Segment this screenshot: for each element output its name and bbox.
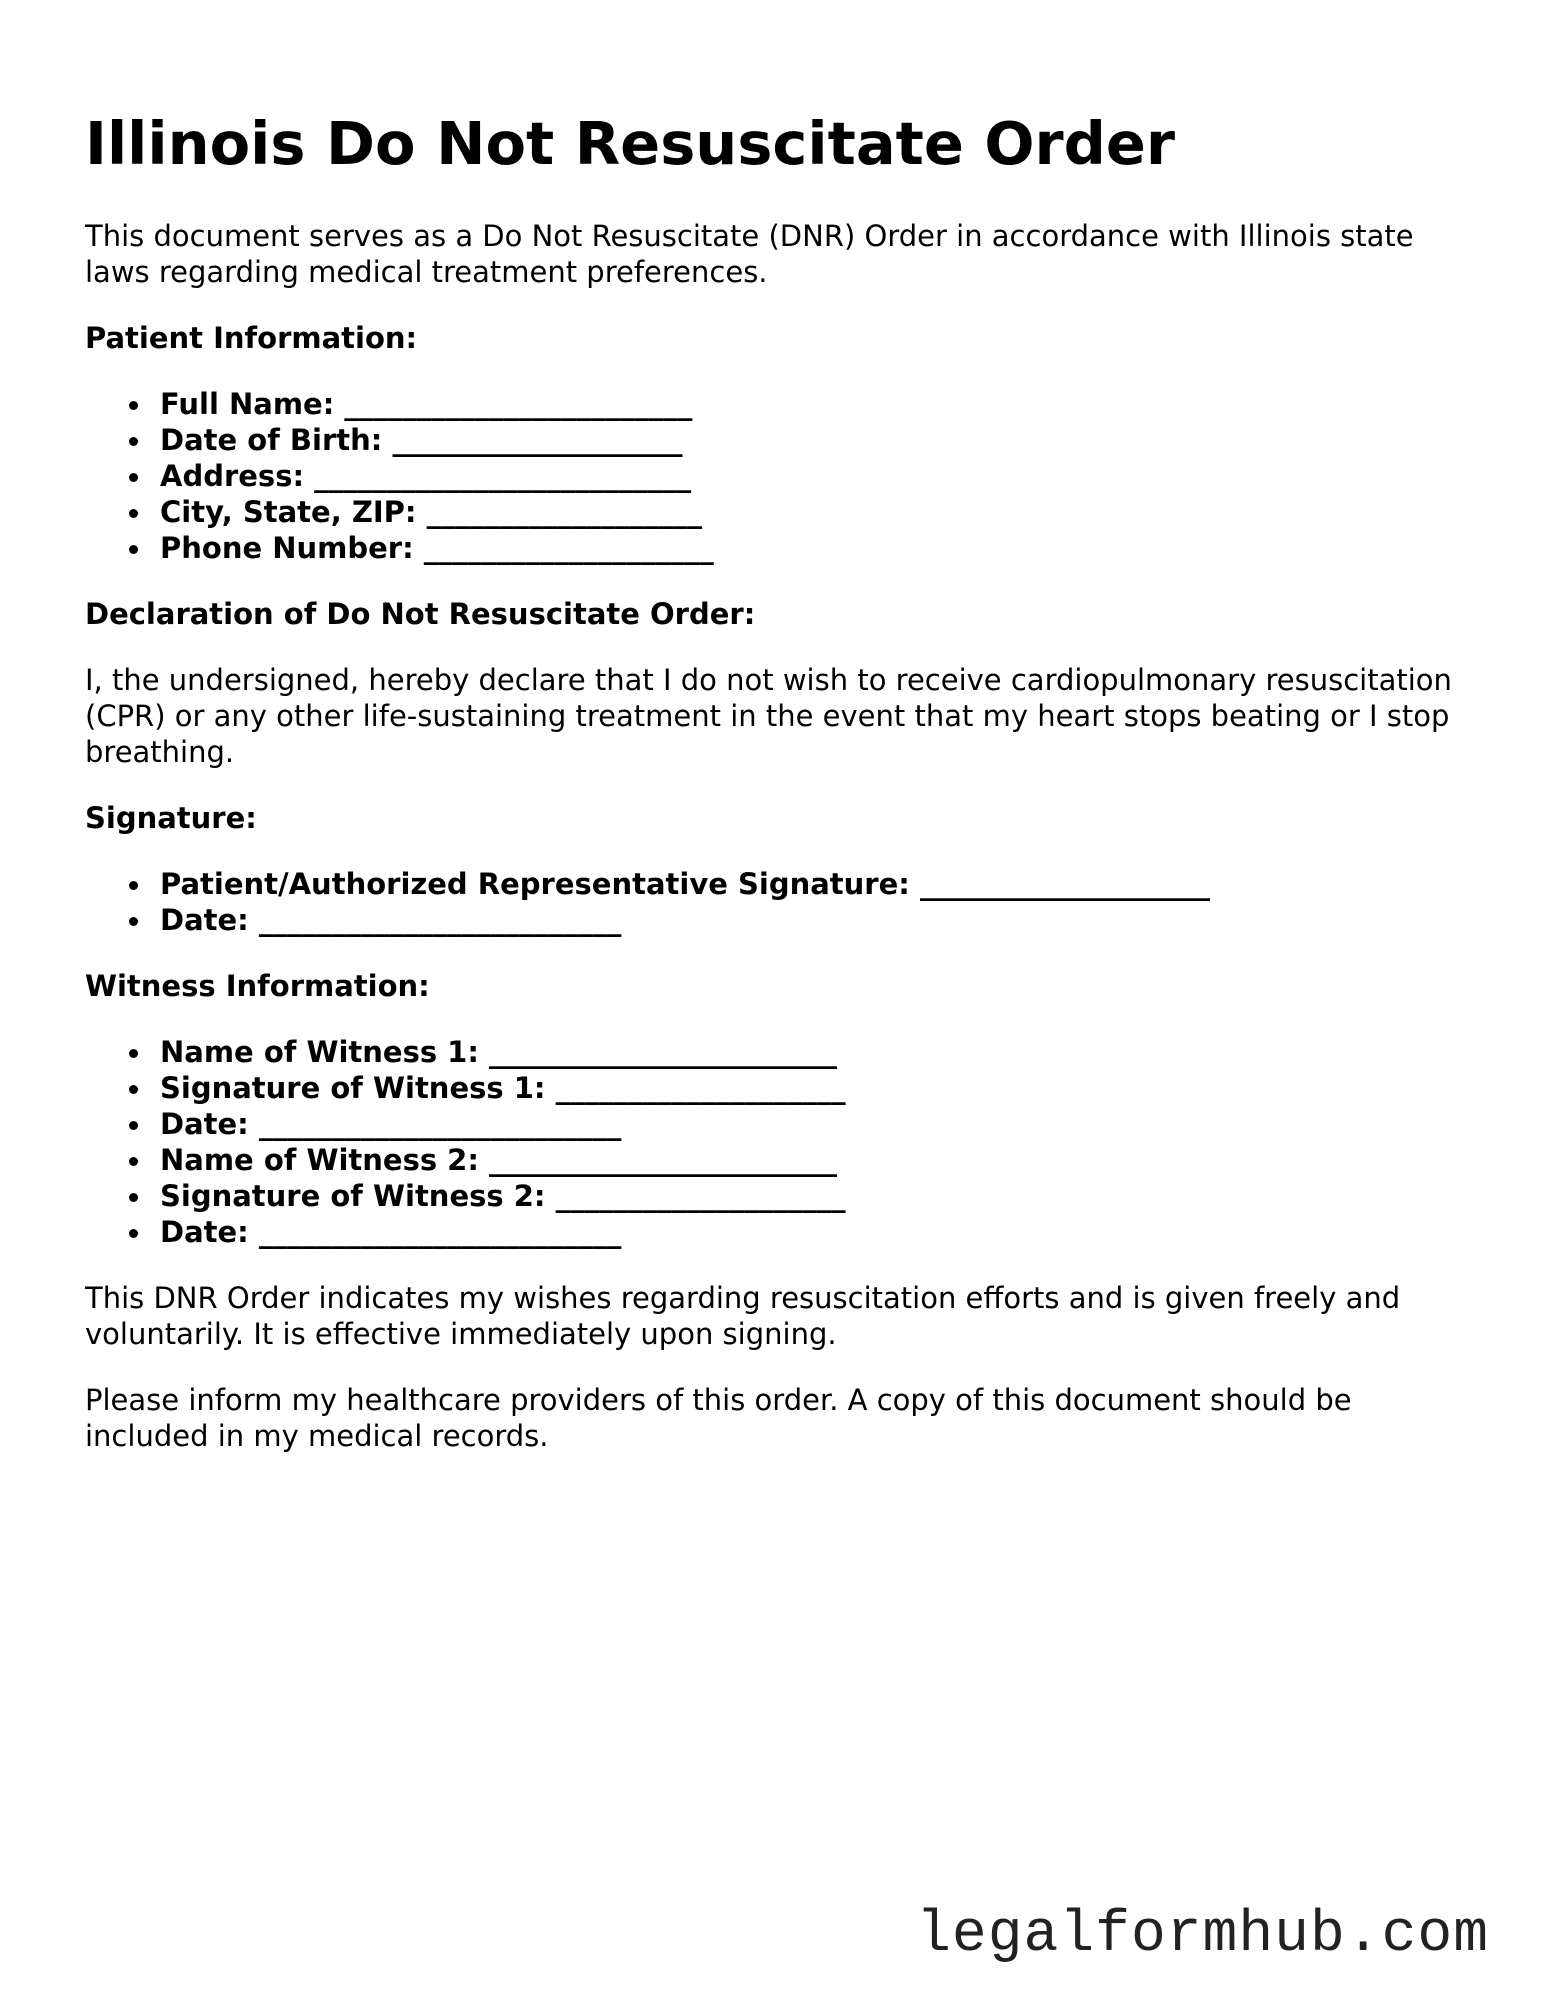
signature-list [85,866,1465,938]
full-name-field: Full Name: ________________________ [85,386,1465,422]
phone-number-field: Phone Number: ____________________ [85,530,1465,566]
closing-paragraph-2: Please inform my healthcare providers of this order. A copy of this document should be included in my medical records. [85,1383,1352,1453]
patient-info-heading: Patient Information: [85,321,418,355]
witness-1-name-field: Name of Witness 1: ________________________ [85,1034,1465,1070]
declaration-heading: Declaration of Do Not Resuscitate Order: [85,597,756,631]
patient-info-list [85,386,1465,566]
patient-signature-field: Patient/Authorized Representative Signature: ____________________ [85,866,1465,902]
closing-paragraph-1: This DNR Order indicates my wishes regarding resuscitation efforts and is given freely and voluntarily. It is effective immediately upon signing. [85,1281,1401,1351]
watermark-text: legalformhub.com [916,1903,1489,1968]
intro-paragraph: This document serves as a Do Not Resuscitate (DNR) Order in accordance with Illinois state laws regarding medical treatment preferences. [85,219,1414,289]
address-field: Address: __________________________ [85,458,1465,494]
witness-info-heading: Witness Information: [85,969,430,1003]
witness-1-date-field: Date: _________________________ [85,1106,1465,1142]
declaration-paragraph: I, the undersigned, hereby declare that I do not wish to receive cardiopulmonary resuscitation (CPR) or any other life-sustaining treatment in the event that my heart stops beating or I stop breathing. [85,663,1452,769]
city-state-zip-field: City, State, ZIP: ___________________ [85,494,1465,530]
witness-info-list [85,1034,1465,1250]
document-title: Illinois Do Not Resuscitate Order [85,109,1176,178]
witness-2-date-field: Date: _________________________ [85,1214,1465,1250]
document-page [85,108,1465,1484]
date-of-birth-field: Date of Birth: ____________________ [85,422,1465,458]
signature-date-field: Date: _________________________ [85,902,1465,938]
witness-2-signature-field: Signature of Witness 2: ____________________ [85,1178,1465,1214]
signature-heading: Signature: [85,801,257,835]
witness-1-signature-field: Signature of Witness 1: ____________________ [85,1070,1465,1106]
witness-2-name-field: Name of Witness 2: ________________________ [85,1142,1465,1178]
